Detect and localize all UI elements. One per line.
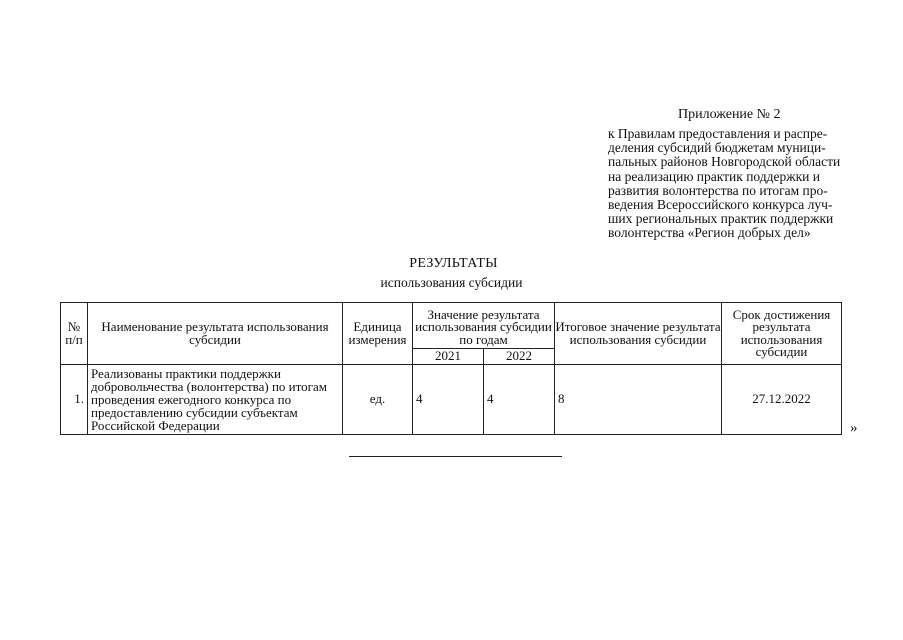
cell-name: Реализованы практики поддержки добровольчества (волонтерства) по итогам проведения ежегодного конкурса по предоставлению субсидии субъектам Российской Федерации xyxy=(88,365,343,435)
table-header-row xyxy=(61,303,842,349)
appendix-line: развития волонтерства по итогам про- xyxy=(608,182,828,198)
signature-divider xyxy=(349,456,562,457)
header-deadline: Срок достижения результата использования субсидии xyxy=(722,303,842,365)
appendix-line: деления субсидий бюджетам муници- xyxy=(608,140,826,156)
document-subtitle xyxy=(0,275,903,291)
header-name: Наименование результата использования субсидии xyxy=(88,303,343,365)
closing-quote: » xyxy=(850,420,858,436)
header-year-2021: 2021 xyxy=(413,349,484,365)
appendix-line: к Правилам предоставления и распре- xyxy=(608,126,828,141)
cell-num: 1. xyxy=(61,365,88,435)
cell-deadline: 27.12.2022 xyxy=(722,365,842,435)
cell-total: 8 xyxy=(555,365,722,435)
cell-year-2022: 4 xyxy=(484,365,555,435)
header-value-group: Значение результата использования субсидии по годам xyxy=(413,303,555,349)
header-year-2022: 2022 xyxy=(484,349,555,365)
document-subtitle-text: использования субсидии xyxy=(380,275,523,290)
results-table xyxy=(60,302,842,435)
cell-unit: ед. xyxy=(343,365,413,435)
appendix-line: ведения Всероссийского конкурса луч- xyxy=(608,197,833,213)
document-title-text: РЕЗУЛЬТАТЫ xyxy=(409,256,498,271)
table-row xyxy=(61,365,842,435)
header-num: № п/п xyxy=(61,303,88,365)
header-unit: Единица измерения xyxy=(343,303,413,365)
appendix-line: ших региональных практик поддержки xyxy=(608,211,834,227)
cell-year-2021: 4 xyxy=(413,365,484,435)
appendix-line: на реализацию практик поддержки и xyxy=(608,168,820,184)
appendix-description xyxy=(608,127,868,241)
appendix-title: Приложение № 2 xyxy=(678,107,781,122)
document-title xyxy=(0,256,903,272)
header-total: Итоговое значение результата использования субсидии xyxy=(555,303,722,365)
appendix-line: волонтерства «Регион добрых дел» xyxy=(608,225,811,241)
appendix-line: пальных районов Новгородской области xyxy=(608,154,841,170)
